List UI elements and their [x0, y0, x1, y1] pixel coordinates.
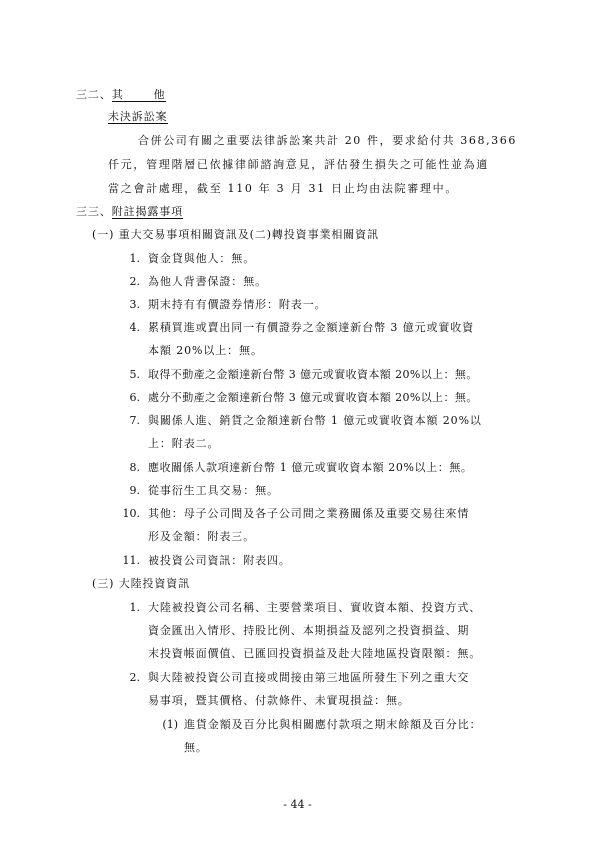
list-item-number: 11. — [122, 554, 140, 567]
list-item-text-continued: 形及金額：附表三。 — [148, 530, 256, 543]
section-33-heading — [76, 205, 183, 219]
list-item-number: 3. — [129, 298, 140, 311]
page-number: - 44 - — [283, 798, 312, 811]
section-33-number: 三三、 — [76, 205, 112, 218]
section-32-number: 三二、 — [76, 88, 112, 101]
list-item-number: 8. — [129, 461, 140, 474]
list-item-number: 10. — [122, 507, 140, 520]
list-item-number: 4. — [129, 321, 140, 334]
section-32-heading — [76, 88, 166, 102]
list-item-number: 6. — [129, 391, 140, 404]
list-item-text: 與關係人進、銷貨之金額達新台幣 1 億元或實收資本額 20%以 — [148, 414, 482, 427]
list-item-number: 2. — [129, 671, 140, 684]
part-3-label: (三) — [92, 577, 115, 590]
sub-item-text-continued: 無。 — [184, 741, 208, 754]
list-item-text-continued: 資金匯出入情形、持股比例、本期損益及認列之投資損益、期 — [148, 624, 470, 637]
section-33-title: 附註揭露事項 — [111, 205, 184, 218]
part-3-title: 大陸投資資訊 — [118, 577, 191, 590]
list-item-text: 處分不動產之金額達新台幣 3 億元或實收資本額 20%以上：無。 — [148, 391, 478, 404]
list-item-text: 從事衍生工具交易：無。 — [148, 484, 279, 497]
sub-item-text: 進貨金額及百分比與相關應付款項之期末餘額及百分比： — [184, 718, 482, 731]
part-1-label: (一) — [92, 228, 115, 241]
list-item-text: 其他：母子公司間及各子公司間之業務關係及重要交易往來情 — [148, 507, 470, 520]
list-item-text: 取得不動產之金額達新台幣 3 億元或實收資本額 20%以上：無。 — [148, 368, 478, 381]
list-item-number: 9. — [129, 484, 140, 497]
list-item-number: 1. — [129, 252, 140, 265]
list-item-text: 大陸被投資公司名稱、主要營業項目、實收資本額、投資方式、 — [148, 601, 482, 614]
list-item-text-continued: 上：附表二。 — [148, 437, 220, 450]
list-item-text: 為他人背書保證：無。 — [148, 275, 267, 288]
part-1-heading — [92, 228, 379, 242]
sub-item-number: (1) — [162, 718, 178, 731]
section-32-subtitle: 未決訴訟案 — [108, 110, 168, 123]
list-item-text: 與大陸被投資公司直接或間接由第三地區所發生下列之重大交 — [148, 671, 470, 684]
list-item-number: 5. — [129, 368, 140, 381]
list-item-number: 7. — [129, 414, 140, 427]
section-32-paragraph-line-3: 當之會計處理，截至 110 年 3 月 31 日止均由法院審理中。 — [108, 182, 459, 195]
list-item-text-continued: 本額 20%以上：無。 — [148, 344, 263, 357]
section-32-paragraph-line-2: 仟元，管理階層已依據律師諮詢意見，評估發生損失之可能性並為適 — [108, 158, 489, 171]
list-item-number: 1. — [129, 601, 140, 614]
list-item-text: 期末持有有價證券情形：附表一。 — [148, 298, 327, 311]
list-item-text-continued: 末投資帳面價值、已匯回投資損益及赴大陸地區投資限額：無。 — [148, 647, 482, 660]
section-32-paragraph-line-1: 合併公司有關之重要法律訴訟案共計 20 件，要求給付共 368,366 — [138, 134, 517, 147]
list-item-text: 應收關係人款項達新台幣 1 億元或實收資本額 20%以上：無。 — [148, 461, 473, 474]
section-32-title: 其 他 — [111, 88, 166, 101]
part-3-heading — [92, 577, 190, 591]
list-item-text: 被投資公司資訊：附表四。 — [148, 554, 291, 567]
list-item-number: 2. — [129, 275, 140, 288]
list-item-text: 累積買進或賣出同一有價證券之金額達新台幣 3 億元或實收資 — [148, 321, 475, 334]
part-1-title: 重大交易事項相關資訊及(二)轉投資事業相關資訊 — [118, 228, 379, 241]
list-item-text-continued: 易事項，暨其價格、付款條件、未實現損益：無。 — [148, 694, 410, 707]
list-item-text: 資金貸與他人：無。 — [148, 252, 256, 265]
